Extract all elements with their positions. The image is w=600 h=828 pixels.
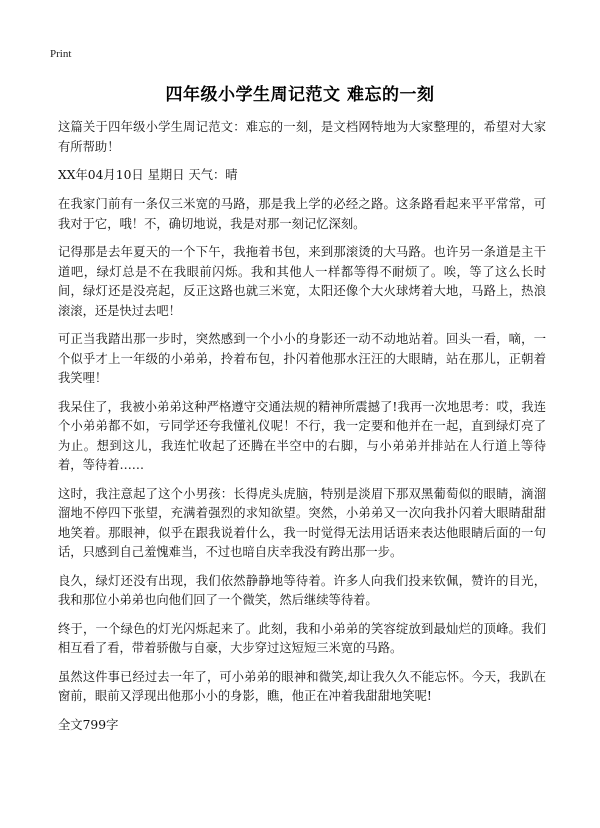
paragraph: 可正当我踏出那一步时，突然感到一个小小的身影还一动不动地站着。回头一看，嘀，一个似乎才上一年级的小弟弟，拎着布包，扑闪着他那水汪汪的大眼睛，站在那儿，正朝着我笑哩！ <box>58 332 546 385</box>
date-line: XX年04月10日 星期日 天气：晴 <box>58 168 238 182</box>
intro-paragraph: 这篇关于四年级小学生周记范文：难忘的一刻，是文档网特地为大家整理的，希望对大家有所帮助！ <box>58 120 546 154</box>
print-label: Print <box>50 48 72 60</box>
paragraph: 良久，绿灯还没有出现，我们依然静静地等待着。许多人向我们投来钦佩，赞许的目光，我和那位小弟弟也向他们回了一个微笑，然后继续等待着。 <box>58 573 546 607</box>
paragraph: 在我家门前有一条仅三米宽的马路，那是我上学的必经之路。这条路看起来平平常常，可我对于它，哦！不，确切地说，我是对那一刻记忆深刻。 <box>58 197 546 231</box>
paragraph: 记得那是去年夏天的一个下午，我拖着书包，来到那滚烫的大马路。也许另一条道是主干道吧，绿灯总是不在我眼前闪烁。我和其他人一样都等得不耐烦了。唉，等了这么长时间，绿灯还是没亮起，反正这路也就三米宽，太阳还像个大火球烤着大地，马路上，热浪滚滚，还是快过去吧！ <box>58 245 546 318</box>
paragraph: 虽然这件事已经过去一年了，可小弟弟的眼神和微笑,却让我久久不能忘怀。今天，我趴在窗前，眼前又浮现出他那小小的身影，瞧，他正在冲着我甜甜地笑呢! <box>58 669 546 703</box>
page-title: 四年级小学生周记范文 难忘的一刻 <box>165 85 435 105</box>
article-body <box>58 118 546 735</box>
paragraph: 这时，我注意起了这个小男孩：长得虎头虎脑，特别是淡眉下那双黑葡萄似的眼睛，滴溜溜地不停四下张望，充满着强烈的求知欲望。突然，小弟弟又一次向我扑闪着大眼睛甜甜地笑着。那眼神，似乎在跟我说着什么，我一时觉得无法用话语来表达他眼睛后面的一句话，只感到自己羞愧难当，不过也暗自庆幸我没有跨出那一步。 <box>58 486 546 559</box>
paragraph: 终于，一个绿色的灯光闪烁起来了。此刻，我和小弟弟的笑容绽放到最灿烂的顶峰。我们相互看了看，带着骄傲与自豪，大步穿过这短短三米宽的马路。 <box>58 621 546 655</box>
word-count: 全文799字 <box>58 717 119 732</box>
paragraph: 我呆住了，我被小弟弟这种严格遵守交通法规的精神所震撼了!我再一次地思考：哎，我连个小弟弟都不如，亏同学还夸我懂礼仪呢！不行，我一定要和他并在一起，直到绿灯亮了为止。想到这儿，我连忙收起了还腾在半空中的右脚，与小弟弟并排站在人行道上等待着，等待着…… <box>58 399 546 472</box>
